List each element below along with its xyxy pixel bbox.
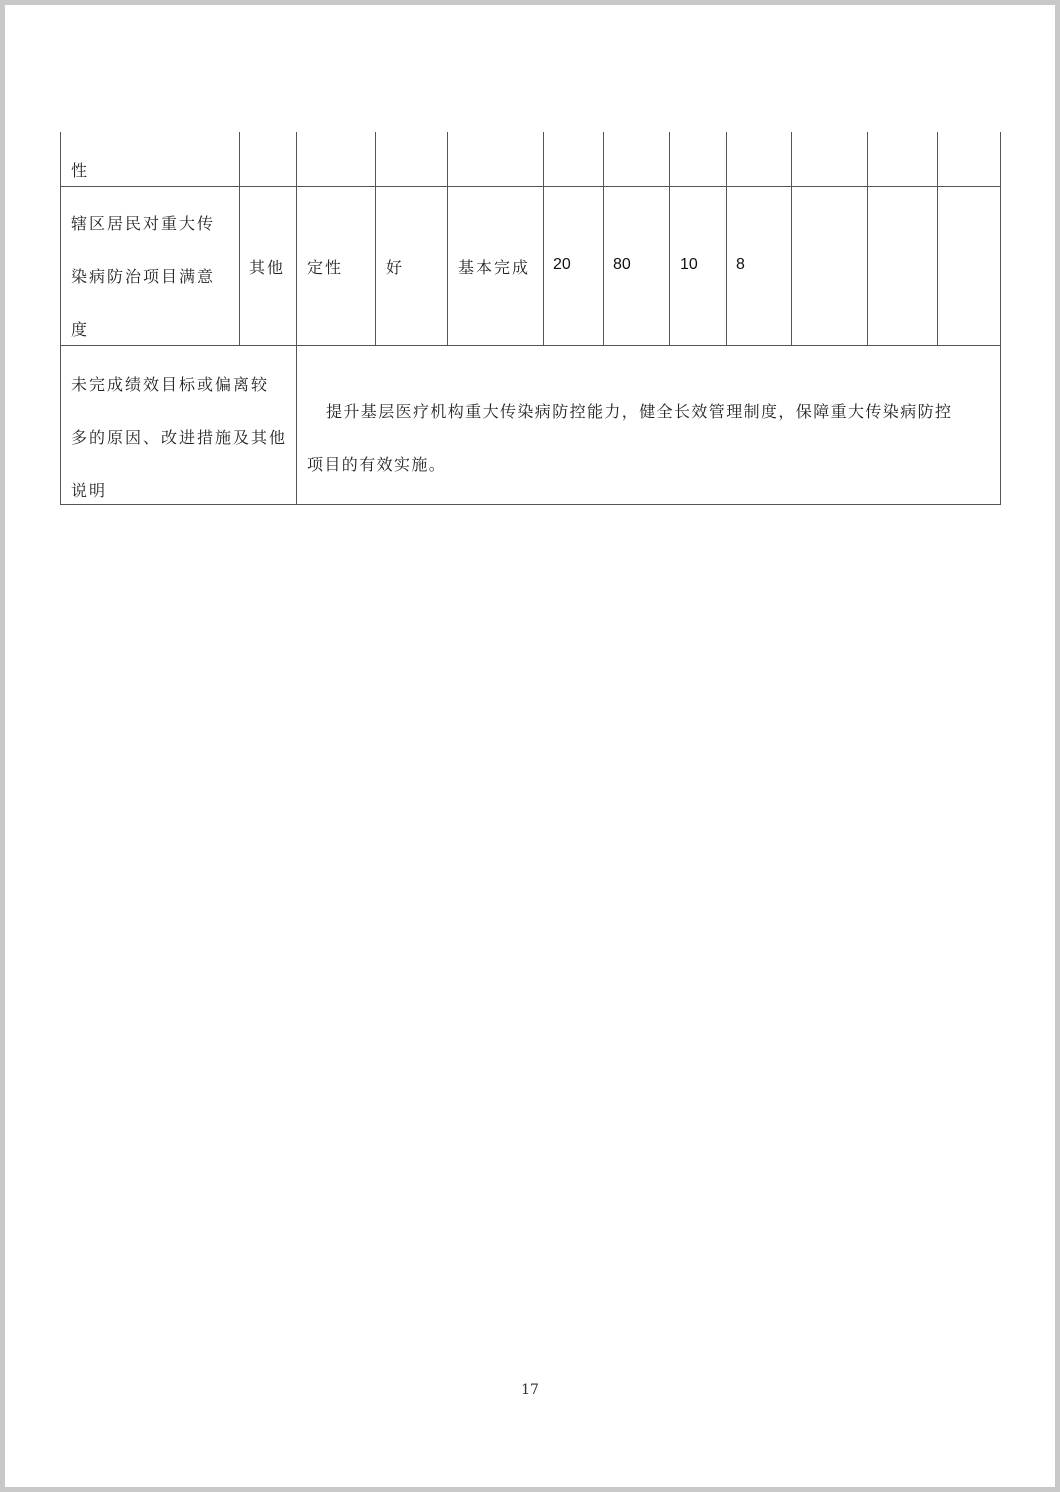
value-cell: 80 — [613, 256, 631, 273]
value-cell: 8 — [736, 256, 745, 273]
indicator-name-line: 度 — [71, 320, 90, 339]
value-cell: 10 — [680, 256, 698, 273]
indicator-name-line: 染病防治项目满意 — [71, 267, 216, 286]
page-number: 17 — [521, 1382, 539, 1398]
indicator-name-continued: 性 — [71, 161, 90, 180]
indicator-name-line: 辖区居民对重大传 — [71, 214, 216, 233]
explanation-label-line: 多的原因、改进措施及其他 — [71, 428, 288, 447]
explanation-content-line: 提升基层医疗机构重大传染病防控能力，健全长效管理制度，保障重大传染病防控 — [326, 402, 953, 421]
indicator-nature: 定性 — [307, 258, 344, 277]
explanation-label-line: 未完成绩效目标或偏离较 — [71, 375, 270, 394]
indicator-actual: 基本完成 — [458, 258, 531, 277]
explanation-content-line: 项目的有效实施。 — [307, 455, 447, 474]
explanation-label-line: 说明 — [71, 481, 108, 500]
indicator-target: 好 — [386, 258, 405, 277]
document-page — [5, 5, 1055, 1487]
indicator-category: 其他 — [249, 258, 286, 277]
value-cell: 20 — [553, 256, 571, 273]
